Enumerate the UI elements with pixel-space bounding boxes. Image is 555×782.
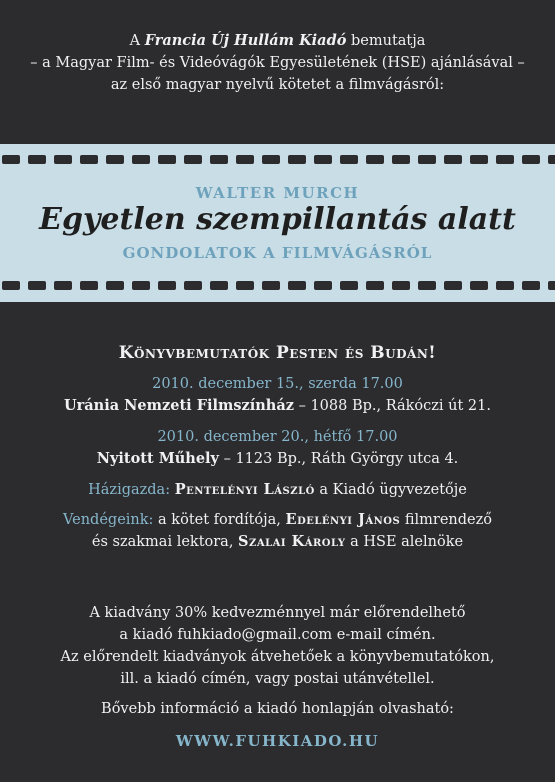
event-date: 2010. december 20., hétfő 17.00 bbox=[157, 429, 398, 445]
film-hole bbox=[522, 281, 540, 290]
film-hole bbox=[106, 155, 124, 164]
host-label: Házigazda: bbox=[88, 482, 175, 498]
host-name: Pentelényi László bbox=[174, 481, 315, 498]
film-hole bbox=[522, 155, 540, 164]
film-hole bbox=[54, 281, 72, 290]
film-hole bbox=[106, 281, 124, 290]
book-subtitle: GONDOLATOK A FILMVÁGÁSRÓL bbox=[122, 244, 433, 262]
film-hole bbox=[2, 155, 20, 164]
book-author: WALTER MURCH bbox=[195, 184, 360, 202]
film-hole bbox=[262, 281, 280, 290]
film-perforation-bottom bbox=[0, 278, 555, 294]
film-hole bbox=[236, 155, 254, 164]
film-hole bbox=[392, 155, 410, 164]
order-line: a kiadó fuhkiado@gmail.com e-mail címén. bbox=[119, 627, 436, 643]
film-hole bbox=[496, 155, 514, 164]
film-hole bbox=[210, 281, 228, 290]
order-line: Az előrendelt kiadványok átvehetőek a könyvbemutatókon, bbox=[60, 649, 495, 665]
film-hole bbox=[132, 155, 150, 164]
film-hole bbox=[444, 281, 462, 290]
host-role: a Kiadó ügyvezetője bbox=[314, 482, 467, 498]
film-hole bbox=[288, 155, 306, 164]
website-link[interactable]: WWW.FUHKIADO.HU bbox=[175, 732, 380, 750]
film-hole bbox=[496, 281, 514, 290]
guests-line-1 bbox=[0, 509, 555, 531]
film-hole bbox=[236, 281, 254, 290]
film-hole bbox=[2, 281, 20, 290]
intro-suffix: bemutatja bbox=[346, 33, 426, 49]
intro-prefix: A bbox=[129, 33, 145, 49]
intro-block bbox=[0, 30, 555, 96]
film-hole bbox=[314, 155, 332, 164]
guest-name-1: Edelényi János bbox=[285, 511, 401, 528]
film-hole bbox=[262, 155, 280, 164]
film-hole bbox=[418, 281, 436, 290]
event-venue-line bbox=[0, 448, 555, 470]
event-date: 2010. december 15., szerda 17.00 bbox=[152, 376, 403, 392]
guests-line-2 bbox=[0, 531, 555, 553]
event-address: – 1123 Bp., Ráth György utca 4. bbox=[218, 451, 459, 467]
film-hole bbox=[54, 155, 72, 164]
book-title: Egyetlen szempillantás alatt bbox=[39, 202, 516, 237]
film-hole bbox=[392, 281, 410, 290]
events-section bbox=[0, 343, 555, 561]
order-info bbox=[0, 602, 555, 752]
film-hole bbox=[548, 155, 555, 164]
film-hole bbox=[314, 281, 332, 290]
publisher-name: Francia Új Hullám Kiadó bbox=[144, 32, 347, 49]
film-hole bbox=[366, 155, 384, 164]
events-heading: Könyvbemutatók Pesten és Budán! bbox=[118, 343, 437, 363]
guests-label: Vendégeink: bbox=[63, 512, 154, 528]
film-hole bbox=[184, 155, 202, 164]
film-hole bbox=[418, 155, 436, 164]
film-hole bbox=[470, 281, 488, 290]
guests-text-c: és szakmai lektora, bbox=[91, 534, 239, 550]
host-line bbox=[0, 479, 555, 501]
film-hole bbox=[366, 281, 384, 290]
guests-text-d: a HSE alelnöke bbox=[345, 534, 464, 550]
intro-line-2: – a Magyar Film- és Videóvágók Egyesületének (HSE) ajánlásával – bbox=[30, 55, 525, 71]
more-info: Bővebb információ a kiadó honlapján olvasható: bbox=[101, 701, 454, 717]
film-hole bbox=[210, 155, 228, 164]
event-venue: Nyitott Műhely bbox=[96, 450, 219, 467]
film-hole bbox=[28, 155, 46, 164]
film-hole bbox=[80, 155, 98, 164]
intro-line-1 bbox=[0, 30, 555, 52]
guests-text-a: a kötet fordítója, bbox=[153, 512, 286, 528]
guest-name-2: Szalai Károly bbox=[238, 533, 346, 550]
film-hole bbox=[548, 281, 555, 290]
event-address: – 1088 Bp., Rákóczi út 21. bbox=[293, 398, 491, 414]
film-hole bbox=[288, 281, 306, 290]
guests-block bbox=[0, 509, 555, 553]
film-hole bbox=[80, 281, 98, 290]
filmstrip-band bbox=[0, 144, 555, 302]
film-hole bbox=[158, 155, 176, 164]
order-line: ill. a kiadó címén, vagy postai utánvétellel. bbox=[120, 671, 435, 687]
guests-text-b: filmrendező bbox=[400, 512, 492, 528]
film-hole bbox=[470, 155, 488, 164]
order-line: A kiadvány 30% kedvezménnyel már előrendelhető bbox=[89, 605, 466, 621]
film-hole bbox=[340, 281, 358, 290]
film-hole bbox=[158, 281, 176, 290]
film-hole bbox=[132, 281, 150, 290]
film-hole bbox=[444, 155, 462, 164]
film-hole bbox=[340, 155, 358, 164]
film-hole bbox=[184, 281, 202, 290]
event-venue: Uránia Nemzeti Filmszínház bbox=[64, 397, 294, 414]
film-perforation-top bbox=[0, 152, 555, 168]
film-hole bbox=[28, 281, 46, 290]
intro-line-3: az első magyar nyelvű kötetet a filmvágásról: bbox=[110, 77, 445, 93]
event-venue-line bbox=[0, 395, 555, 417]
